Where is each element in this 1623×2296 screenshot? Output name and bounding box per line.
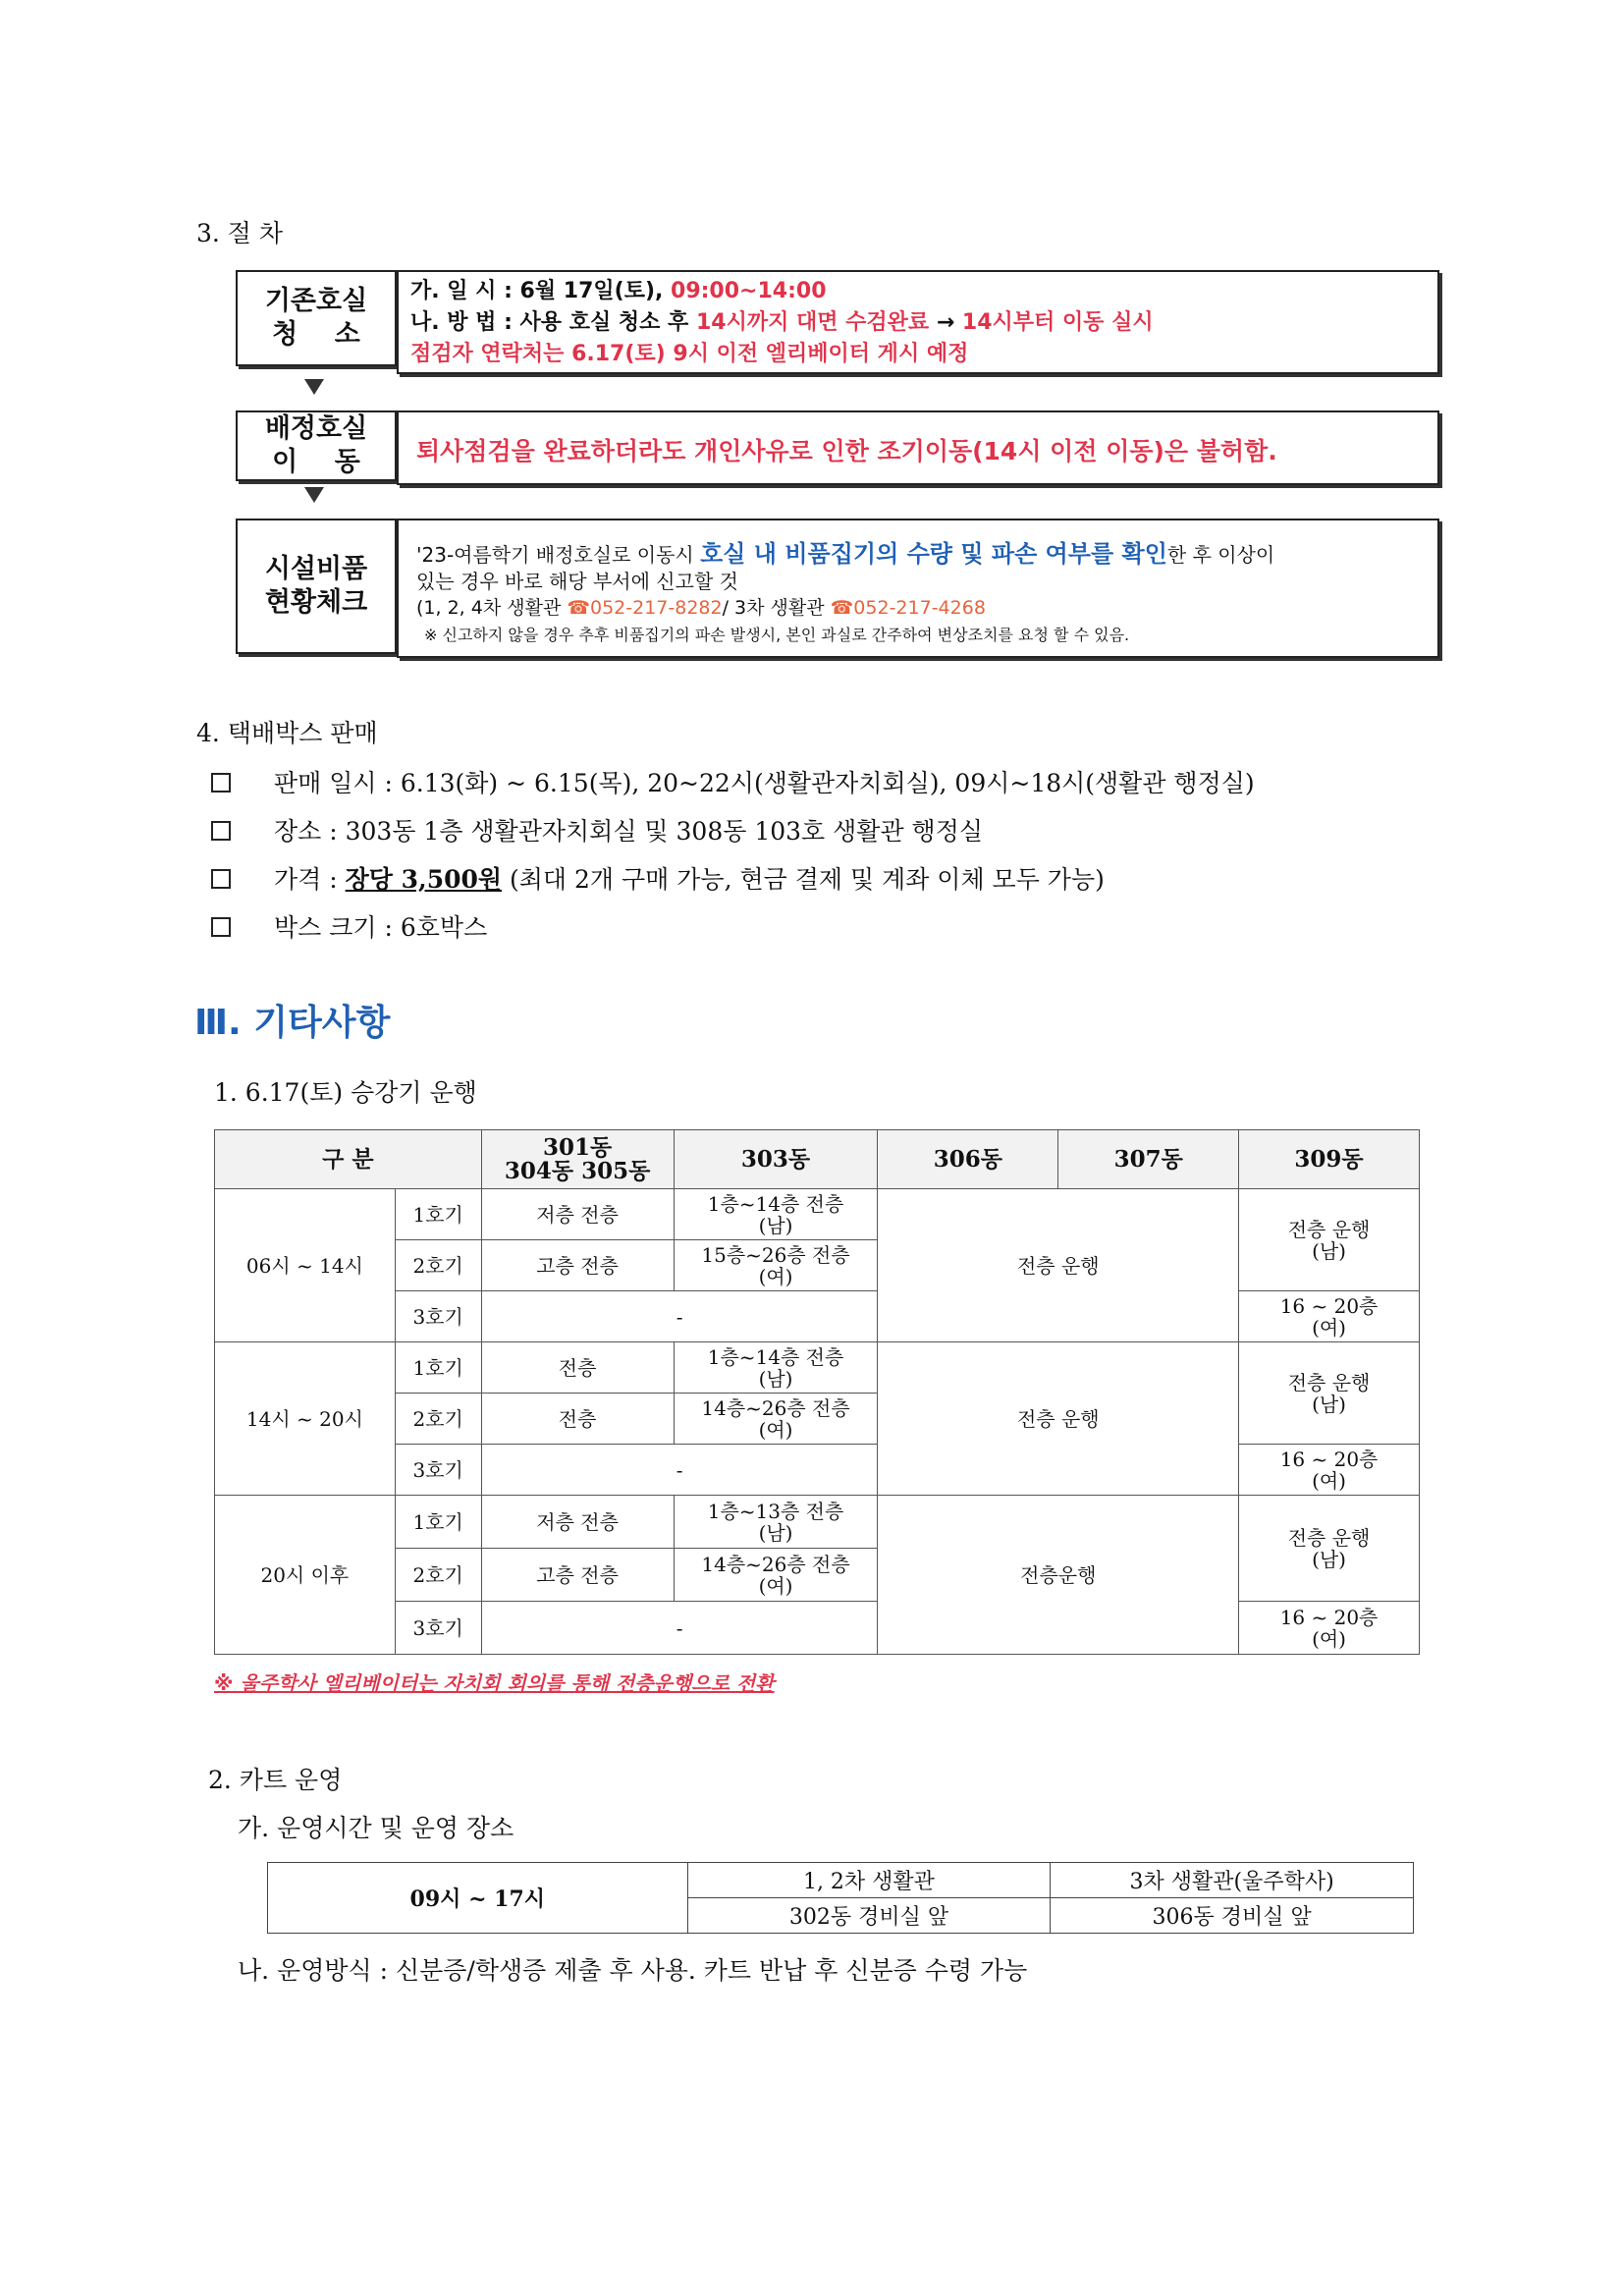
header-309: 309동	[1239, 1130, 1420, 1189]
arrow-down-icon	[304, 379, 324, 395]
step2-label: 배정호실 이 동	[236, 410, 397, 481]
cell-303: 1층~13층 전층 (남)	[674, 1496, 878, 1549]
cell-306-307: 전층 운행	[878, 1189, 1239, 1342]
arrow-down-icon	[304, 487, 324, 503]
step3-line3: (1, 2, 4차 생활관 ☎052-217-8282/ 3차 생활관 ☎052-217-4268	[416, 597, 986, 619]
table-row	[215, 1602, 1420, 1655]
checkbox-icon	[211, 869, 231, 889]
step2-box	[397, 410, 1439, 485]
cell-303: 15층~26층 전층 (여)	[674, 1240, 878, 1291]
cart-table	[267, 1862, 1414, 1934]
time-cell: 06시 ~ 14시	[215, 1189, 396, 1342]
checkbox-icon	[211, 821, 231, 841]
elevator-subtitle: 1. 6.17(토) 승강기 운행	[214, 1078, 477, 1107]
cell-309-bottom: 16 ~ 20층 (여)	[1239, 1291, 1420, 1342]
header-301: 301동 304동 305동	[481, 1130, 674, 1189]
box-size-item: 박스 크기 : 6호박스	[211, 908, 487, 944]
header-division: 구 분	[215, 1130, 482, 1189]
step1-line3: 점검자 연락처는 6.17(토) 9시 이전 엘리베이터 게시 예정	[410, 342, 969, 366]
time-cell: 20시 이후	[215, 1496, 396, 1655]
step1-line1: 가. 일 시 : 6월 17일(토), 09:00~14:00	[410, 279, 827, 303]
unit-cell: 3호기	[395, 1445, 481, 1496]
cart-col1-val: 302동 경비실 앞	[687, 1898, 1051, 1934]
cart-sub-b: 나. 운영방식 : 신분증/학생증 제출 후 사용. 카트 반납 후 신분증 수령 가능	[238, 1956, 1028, 1985]
cell-301: 저층 전층	[481, 1496, 674, 1549]
time-cell: 14시 ~ 20시	[215, 1342, 396, 1496]
cell-301-303: -	[481, 1291, 878, 1342]
table-row	[215, 1291, 1420, 1342]
header-303: 303동	[674, 1130, 878, 1189]
cell-309-bottom: 16 ~ 20층 (여)	[1239, 1445, 1420, 1496]
unit-cell: 3호기	[395, 1291, 481, 1342]
step3-line2: 있는 경우 바로 해당 부서에 신고할 것	[416, 570, 738, 593]
cell-309-top: 전층 운행 (남)	[1239, 1496, 1420, 1602]
step3-line1: '23-여름학기 배정호실로 이동시 호실 내 비품집기의 수량 및 파손 여부를 확인한 후 이상이	[416, 540, 1275, 568]
table-row	[215, 1496, 1420, 1549]
step3-box	[397, 519, 1439, 658]
table-row	[215, 1342, 1420, 1394]
step1-box	[397, 270, 1439, 374]
cell-301: 저층 전층	[481, 1189, 674, 1240]
cart-col1-head: 1, 2차 생활관	[687, 1863, 1051, 1898]
step1-label: 기존호실 청 소	[236, 270, 397, 366]
elevator-note: ※ 울주학사 엘리베이터는 자치회 회의를 통해 전층운행으로 전환	[214, 1671, 775, 1695]
cell-301: 고층 전층	[481, 1549, 674, 1602]
sale-price-item: 가격 : 장당 3,500원 (최대 2개 구매 가능, 현금 결제 및 계좌 이체 모두 가능)	[211, 860, 1105, 896]
cell-303: 14층~26층 전층 (여)	[674, 1394, 878, 1445]
cell-306-307: 전층운행	[878, 1496, 1239, 1655]
unit-cell: 3호기	[395, 1602, 481, 1655]
unit-cell: 1호기	[395, 1189, 481, 1240]
unit-cell: 2호기	[395, 1549, 481, 1602]
cell-301: 고층 전층	[481, 1240, 674, 1291]
cart-col2-head: 3차 생활관(울주학사)	[1051, 1863, 1414, 1898]
cell-301-303: -	[481, 1445, 878, 1496]
cart-subtitle: 2. 카트 운영	[208, 1766, 343, 1794]
unit-cell: 2호기	[395, 1394, 481, 1445]
step2-text: 퇴사점검을 완료하더라도 개인사유로 인한 조기이동(14시 이전 이동)은 불허함.	[416, 437, 1277, 465]
checkbox-icon	[211, 917, 231, 937]
cell-309-top: 전층 운행 (남)	[1239, 1342, 1420, 1445]
cell-306-307: 전층 운행	[878, 1342, 1239, 1496]
cart-time: 09시 ~ 17시	[268, 1863, 688, 1934]
cell-309-top: 전층 운행 (남)	[1239, 1189, 1420, 1291]
unit-cell: 2호기	[395, 1240, 481, 1291]
section-etc-title: Ⅲ. 기타사항	[194, 1003, 391, 1043]
section4-title: 4. 택배박스 판매	[196, 719, 378, 747]
cell-303: 1층~14층 전층 (남)	[674, 1189, 878, 1240]
cart-sub-a: 가. 운영시간 및 운영 장소	[238, 1814, 514, 1842]
step1-line2: 나. 방 법 : 사용 호실 청소 후 14시까지 대면 수검완료 → 14시부터 이동 실시	[410, 310, 1154, 335]
sale-date-item: 판매 일시 : 6.13(화) ~ 6.15(목), 20~22시(생활관자치회실), 09시~18시(생활관 행정실)	[211, 764, 1255, 799]
cell-301-303: -	[481, 1602, 878, 1655]
cell-309-bottom: 16 ~ 20층 (여)	[1239, 1602, 1420, 1655]
table-row	[215, 1445, 1420, 1496]
unit-cell: 1호기	[395, 1496, 481, 1549]
unit-cell: 1호기	[395, 1342, 481, 1394]
section3-title: 3. 절 차	[196, 219, 284, 247]
cell-301: 전층	[481, 1342, 674, 1394]
cell-303: 14층~26층 전층 (여)	[674, 1549, 878, 1602]
checkbox-icon	[211, 773, 231, 793]
cell-301: 전층	[481, 1394, 674, 1445]
step3-label: 시설비품 현황체크	[236, 519, 397, 654]
header-307: 307동	[1058, 1130, 1239, 1189]
header-306: 306동	[878, 1130, 1058, 1189]
table-row	[215, 1189, 1420, 1240]
cell-303: 1층~14층 전층 (남)	[674, 1342, 878, 1394]
sale-place-item: 장소 : 303동 1층 생활관자치회실 및 308동 103호 생활관 행정실	[211, 812, 983, 847]
cart-col2-val: 306동 경비실 앞	[1051, 1898, 1414, 1934]
step3-note: ※ 신고하지 않을 경우 추후 비품집기의 파손 발생시, 본인 과실로 간주하여 변상조치를 요청 할 수 있음.	[424, 626, 1130, 644]
elevator-table	[214, 1129, 1420, 1655]
